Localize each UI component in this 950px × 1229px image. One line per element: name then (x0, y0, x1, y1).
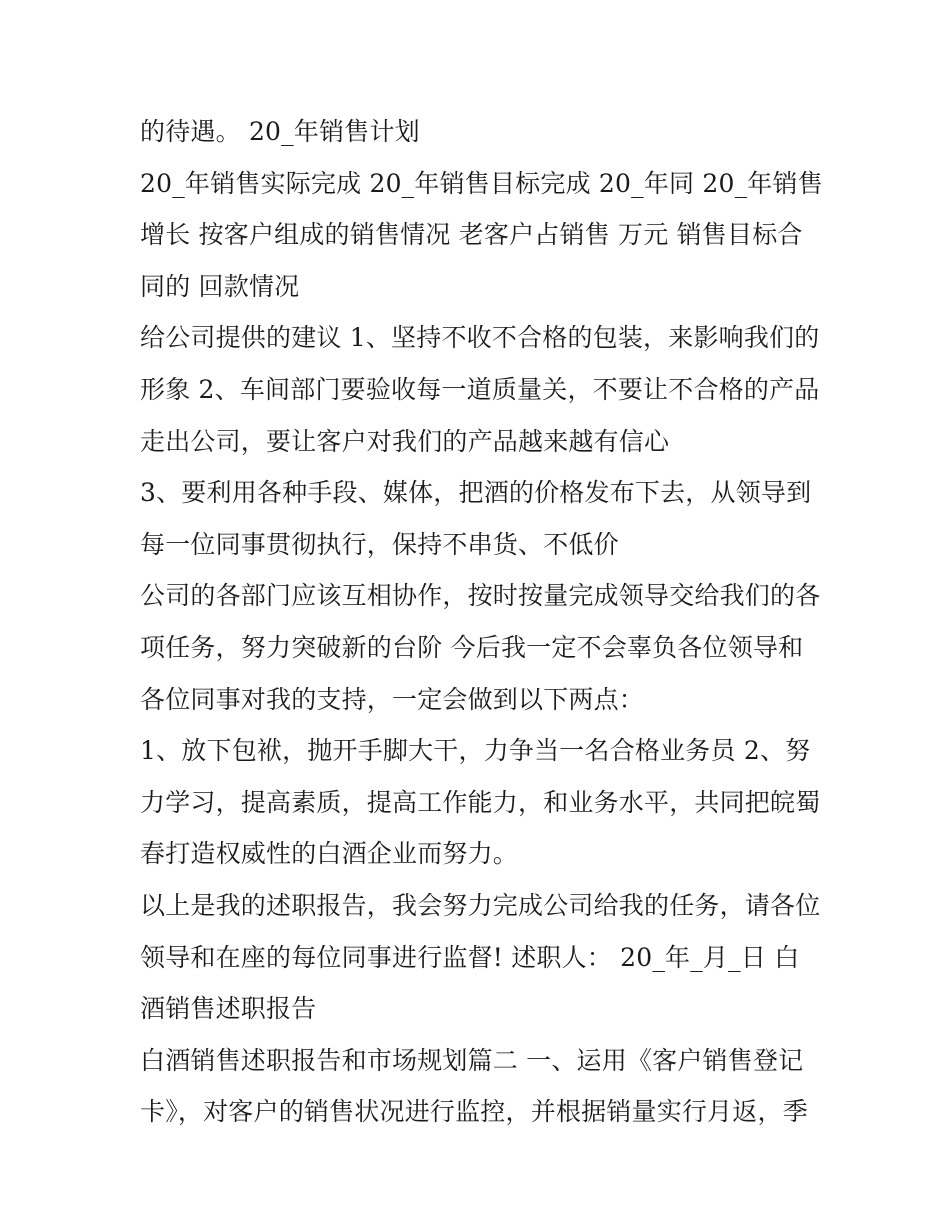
text-line: 酒销售述职报告 (140, 994, 317, 1024)
document-body (140, 106, 830, 1138)
text-line: 20_年销售实际完成 20_年销售目标完成 20_年同 20_年销售 (140, 168, 823, 198)
text-line: 增长 按客户组成的销售情况 老客户占销售 万元 销售目标合 (140, 220, 803, 250)
text-line: 公司的各部门应该互相协作，按时按量完成领导交给我们的各 (140, 581, 821, 611)
text-line: 给公司提供的建议 1、坚持不收不合格的包装，来影响我们的 (140, 323, 820, 353)
text-line: 走出公司，要让客户对我们的产品越来越有信心 (140, 426, 670, 456)
text-line: 同的 回款情况 (140, 271, 300, 301)
text-line: 春打造权威性的白酒企业而努力。 (140, 839, 519, 869)
text-line: 各位同事对我的支持，一定会做到以下两点： (140, 684, 645, 714)
text-line: 力学习，提高素质，提高工作能力，和业务水平，共同把皖蜀 (140, 787, 821, 817)
text-line: 项任务，努力突破新的台阶 今后我一定不会辜负各位领导和 (140, 632, 804, 662)
text-line: 1、放下包袱，抛开手脚大干，力争当一名合格业务员 2、努 (140, 736, 811, 766)
text-line: 领导和在座的每位同事进行监督! 述职人： 20_年_月_日 白 (140, 942, 800, 972)
text-line: 3、要利用各种手段、媒体，把酒的价格发布下去，从领导到 (140, 478, 812, 508)
text-line: 以上是我的述职报告，我会努力完成公司给我的任务，请各位 (140, 890, 821, 920)
text-line: 每一位同事贯彻执行，保持不串货、不低价 (140, 529, 619, 559)
text-line: 的待遇。 20_年销售计划 (140, 117, 420, 146)
text-line: 白酒销售述职报告和市场规划篇二 一、运用《客户销售登记 (140, 1045, 804, 1075)
text-line: 形象 2、车间部门要验收每一道质量关，不要让不合格的产品 (140, 374, 820, 404)
text-line: 卡》，对客户的销售状况进行监控，并根据销量实行月返，季 (140, 1097, 808, 1127)
